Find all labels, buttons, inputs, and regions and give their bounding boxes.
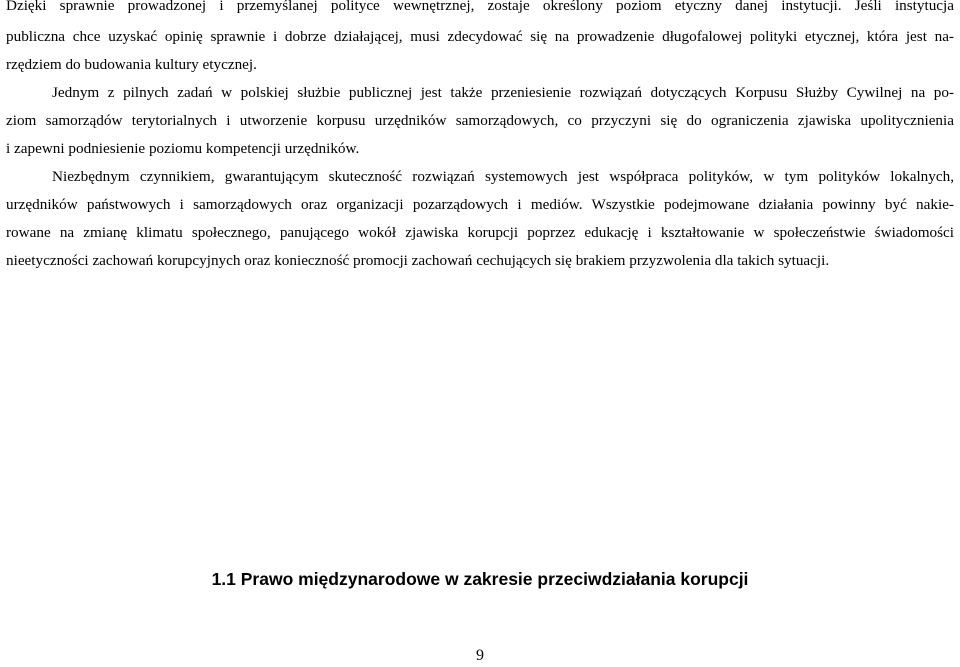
paragraph-2-line-1: Jednym z pilnych zadań w polskiej służbie publicznej jest także przeniesienie rozwiązań dotyczących Korpusu Służby Cywilnej na po- [52,84,954,101]
paragraph-3-line-4: nieetyczności zachowań korupcyjnych oraz konieczność promocji zachowań cechujących się brakiem przyzwolenia dla takich sytuacji. [6,252,830,269]
paragraph-1-line-3: rzędziem do budowania kultury etycznej. [6,56,257,73]
paragraph-3-line-3: rowane na zmianę klimatu społecznego, panującego wokół zjawiska korupcji poprzez edukację i kształtowanie w społeczeństwie świadomości [6,224,954,241]
paragraph-1-line-1: Dzięki sprawnie prowadzonej i przemyślanej polityce wewnętrznej, zostaje określony poziom etyczny danej instytucji. Jeśli instytucja [6,0,954,14]
paragraph-3-line-1: Niezbędnym czynnikiem, gwarantującym skuteczność rozwiązań systemowych jest współpraca polityków, w tym polityków lokalnych, [52,168,954,185]
paragraph-2-line-2: ziom samorządów terytorialnych i utworzenie korpusu urzędników samorządowych, co przyczyni się do ograniczenia zjawiska upolitycznienia [6,112,954,129]
paragraph-2-line-3: i zapewni podniesienie poziomu kompetencji urzędników. [6,140,360,157]
paragraph-3-line-2: urzędników państwowych i samorządowych oraz organizacji pozarządowych i mediów. Wszystkie podejmowane działania powinny być nakie- [6,196,954,213]
section-heading: 1.1 Prawo międzynarodowe w zakresie przeciwdziałania korupcji [211,569,749,589]
page-number: 9 [476,647,484,664]
paragraph-1-line-2: publiczna chce uzyskać opinię sprawnie i dobrze działającej, musi zdecydować się na prowadzenie długofalowej polityki etycznej, która jest na- [6,28,954,45]
